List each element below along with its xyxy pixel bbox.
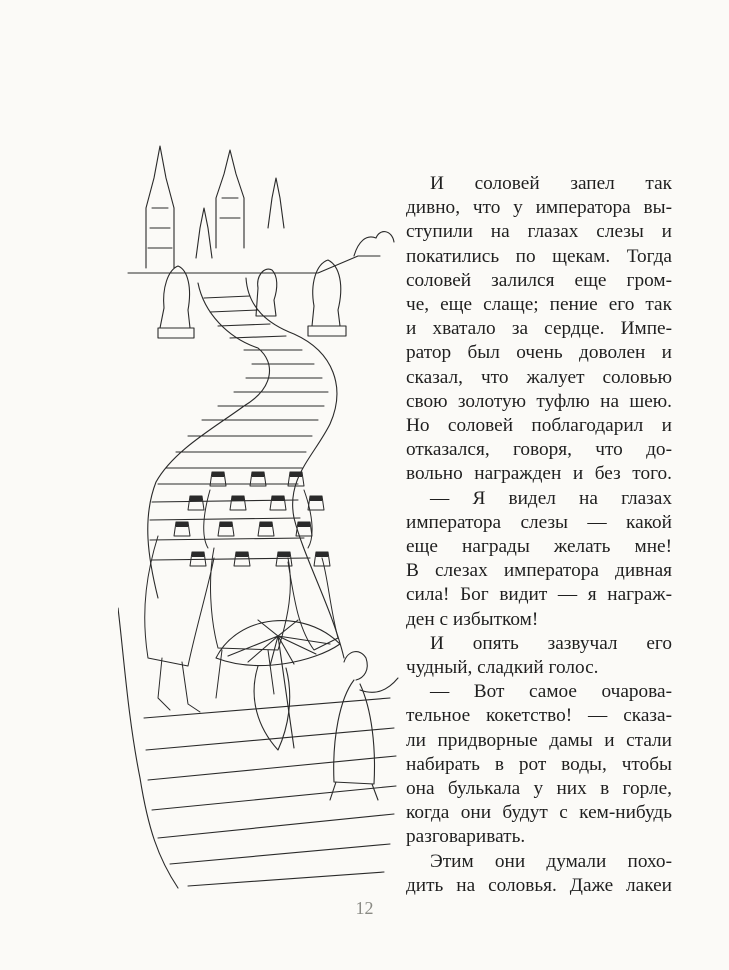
- text-line: ратор был очень доволен и: [406, 342, 672, 364]
- text-line: — Вот самое очарова-: [430, 681, 672, 703]
- text-line: дивно, что у императора вы-: [406, 197, 672, 219]
- text-line: сила! Бог видит — я награж-: [406, 584, 672, 606]
- text-line: Этим они думали похо-: [430, 850, 672, 872]
- text-line: чудный, сладкий голос.: [406, 657, 599, 679]
- text-line: В слезах императора дивная: [406, 560, 672, 582]
- text-line: дить на соловья. Даже лакеи: [406, 874, 672, 896]
- text-line: разговаривать.: [406, 826, 526, 848]
- text-line: Но соловей поблагодарил и: [406, 415, 672, 437]
- text-line: императора слезы — какой: [406, 511, 672, 533]
- text-line: И опять зазвучал его: [430, 632, 672, 654]
- text-line: тельное кокетство! — сказа-: [406, 705, 672, 727]
- text-line: че, еще слаще; пение его так: [406, 294, 672, 316]
- text-line: ден с избытком!: [406, 608, 539, 630]
- text-line: она булькала у них в горле,: [406, 778, 672, 800]
- text-line: сказал, что жалует соловью: [406, 366, 672, 388]
- text-line: ступили на глазах слезы и: [406, 221, 672, 243]
- text-line: ли придворные дамы и стали: [406, 729, 672, 751]
- text-line: — Я видел на глазах: [430, 487, 672, 509]
- text-line: вольно награжден и без того.: [406, 463, 672, 485]
- text-line: И соловей запел так: [430, 173, 672, 194]
- text-line: и хватало за сердце. Импе-: [406, 318, 672, 340]
- text-line: отказался, говоря, что до-: [406, 439, 672, 461]
- text-line: покатились по щекам. Тогда: [406, 245, 672, 267]
- text-line: еще награды желать мне!: [406, 536, 672, 558]
- text-line: когда они будут с кем-нибудь: [406, 802, 672, 824]
- text-line: набирать в рот воды, чтобы: [406, 753, 672, 775]
- text-line: свою золотую туфлю на шею.: [406, 390, 672, 412]
- body-text: [406, 172, 672, 898]
- engraving-emperor-procession-icon: [118, 138, 400, 892]
- text-line: соловей залился еще гром-: [406, 269, 672, 291]
- page-number: 12: [355, 898, 374, 918]
